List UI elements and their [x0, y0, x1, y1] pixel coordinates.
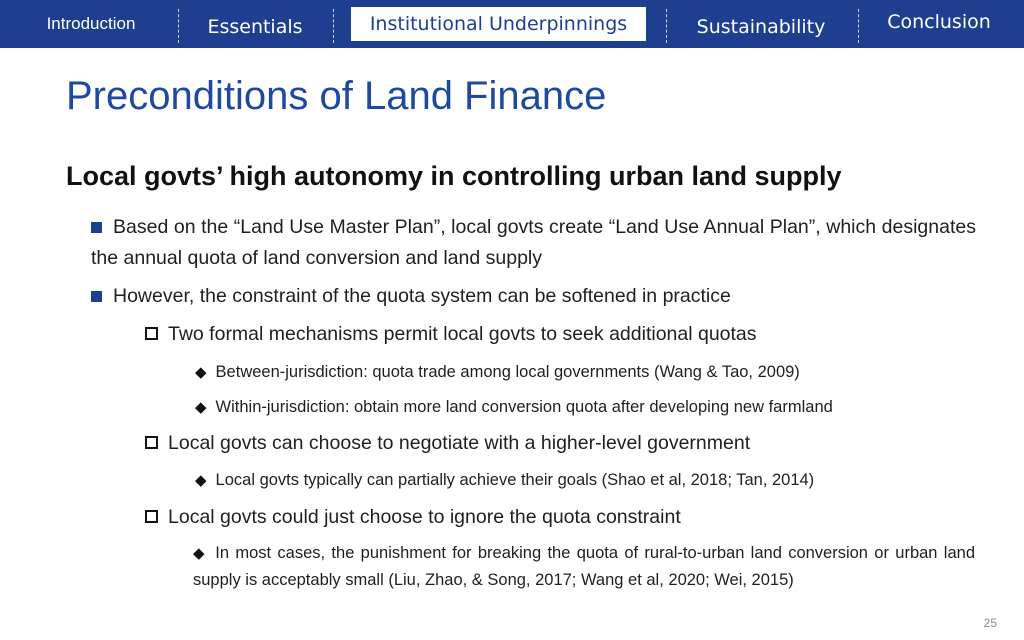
nav-divider: [858, 9, 859, 43]
diamond-icon: ◆: [195, 472, 207, 489]
diamond-icon: ◆: [193, 545, 207, 562]
sub-sub-bullet-text: Within-jurisdiction: obtain more land conversion quota after developing new farmland: [215, 398, 833, 416]
bullet-item: [91, 281, 976, 312]
sub-bullet-item: [145, 504, 681, 530]
filled-square-icon: [91, 222, 102, 233]
sub-sub-bullet-item: [195, 467, 814, 494]
bullet-text: Based on the “Land Use Master Plan”, local govts create “Land Use Annual Plan”, which designates the annual quota of land conversion and land supply: [91, 216, 976, 269]
hollow-square-icon: [145, 436, 158, 449]
sub-bullet-text: Two formal mechanisms permit local govts to seek additional quotas: [168, 323, 757, 345]
hollow-square-icon: [145, 510, 158, 523]
sub-sub-bullet-item: [193, 540, 975, 593]
sub-sub-bullet-text: Local govts typically can partially achieve their goals (Shao et al, 2018; Tan, 2014): [215, 471, 815, 489]
bullet-text: However, the constraint of the quota system can be softened in practice: [113, 285, 731, 307]
sub-sub-bullet-item: [195, 394, 833, 421]
nav-divider: [333, 9, 334, 43]
sub-bullet-item: [145, 430, 750, 456]
hollow-square-icon: [145, 327, 158, 340]
slide-title: Preconditions of Land Finance: [66, 74, 607, 118]
sub-bullet-text: Local govts could just choose to ignore the quota constraint: [168, 506, 681, 528]
diamond-icon: ◆: [195, 364, 207, 381]
sub-sub-bullet-text: In most cases, the punishment for breaking the quota of rural-to-urban land conversion or urban land supply is acceptably small (Liu, Zhao, & Song, 2017; Wang et al, 2020; Wei, 2015): [193, 544, 975, 589]
diamond-icon: ◆: [195, 399, 207, 416]
page-number: 25: [983, 616, 997, 630]
sub-bullet-text: Local govts can choose to negotiate with a higher-level government: [168, 432, 751, 454]
tab-sustainability[interactable]: Sustainability: [696, 15, 826, 38]
nav-divider: [666, 9, 667, 43]
tab-institutional-underpinnings[interactable]: Institutional Underpinnings: [351, 7, 646, 41]
sub-sub-bullet-item: [195, 359, 800, 386]
navigation-bar: [0, 0, 1024, 48]
sub-sub-bullet-text: Between-jurisdiction: quota trade among local governments (Wang & Tao, 2009): [215, 363, 800, 381]
slide-subtitle: Local govts’ high autonomy in controlling urban land supply: [66, 161, 842, 191]
filled-square-icon: [91, 291, 102, 302]
tab-essentials[interactable]: Essentials: [207, 15, 303, 38]
sub-bullet-item: [145, 321, 757, 347]
tab-conclusion[interactable]: Conclusion: [887, 11, 991, 33]
nav-divider: [178, 9, 179, 43]
tab-introduction[interactable]: Introduction: [46, 14, 136, 33]
bullet-item: [91, 212, 976, 274]
